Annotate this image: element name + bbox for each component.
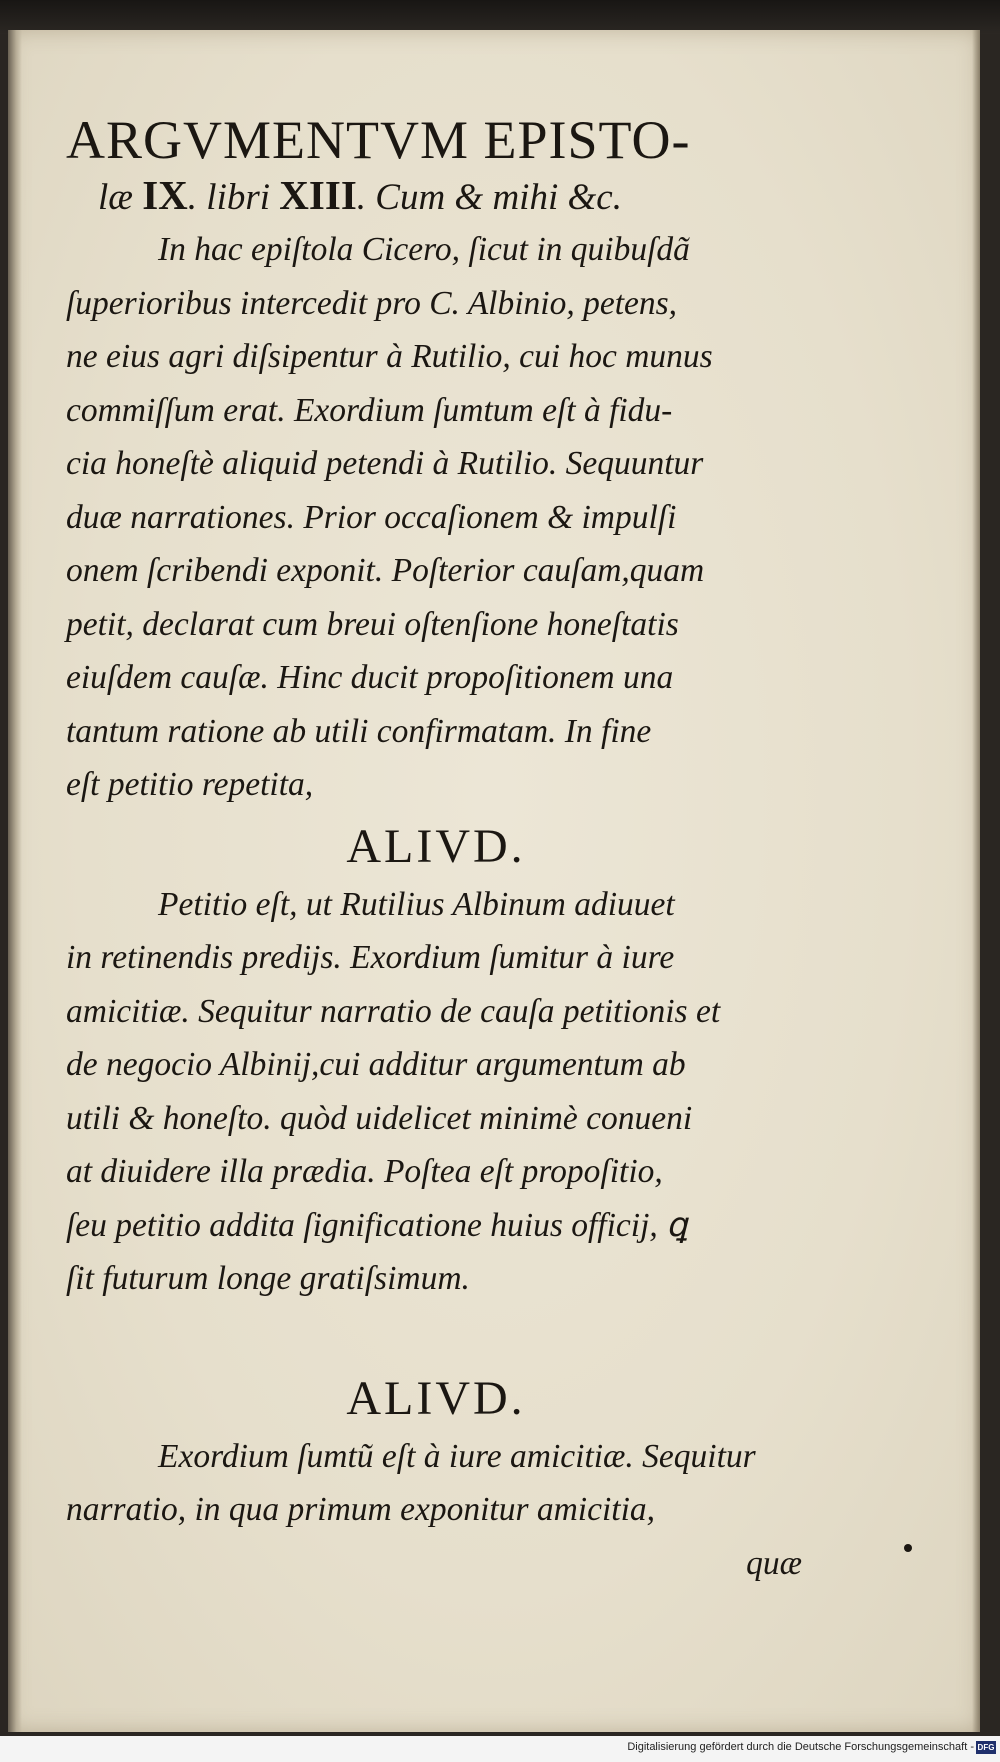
digitization-footer <box>0 1736 1000 1762</box>
paragraph-argument <box>66 223 806 812</box>
spacer <box>66 1306 806 1364</box>
footer-credit: Digitalisierung gefördert durch die Deutsche Forschungsgemeinschaft - <box>627 1741 974 1753</box>
text-line: onem ſcribendi exponit. Poſterior cauſam,quam <box>66 552 705 589</box>
text-line: ſeu petitio addita ſignificatione huius officij, ꝗ <box>66 1206 688 1244</box>
heading-line-1: ARGVMENTVM EPISTO- <box>66 110 691 170</box>
heading-line-2-pre: læ <box>98 177 143 218</box>
page-edge-shadow <box>972 30 980 1732</box>
book-page <box>8 30 980 1732</box>
paragraph-aliud-1 <box>66 878 806 1306</box>
text-line: ſuperioribus intercedit pro C. Albinio, petens, <box>66 284 678 322</box>
text-line: duæ narrationes. Prior occaſionem & impulſi <box>66 498 677 536</box>
heading-line-2-mid: . libri <box>187 177 280 218</box>
text-line: commiſſum erat. Exordium ſumtum eſt à fidu- <box>66 391 673 429</box>
text-line: narratio, in qua primum exponitur amicitia, <box>66 1491 656 1528</box>
scan-background <box>0 0 1000 34</box>
text-line: Petitio eſt, ut Rutilius Albinum adiuuet <box>158 885 675 923</box>
heading-numeral-epistle: IX <box>142 172 188 218</box>
text-line: ne eius agri diſsipentur à Rutilio, cui hoc munus <box>66 338 713 375</box>
catchword: quæ <box>746 1544 802 1582</box>
text-line: cia honeſtè aliquid petendi à Rutilio. Sequuntur <box>66 445 704 482</box>
text-line: eiuſdem cauſæ. Hinc ducit propoſitionem una <box>66 659 674 696</box>
text-line: ſit futurum longe gratiſsimum. <box>66 1260 470 1297</box>
page-binding-shadow <box>8 30 22 1732</box>
text-line: in retinendis predijs. Exordium ſumitur à iure <box>66 939 675 976</box>
text-line: amicitiæ. Sequitur narratio de cauſa petitionis et <box>66 992 721 1030</box>
heading-line-2-post: . Cum & mihi &c. <box>356 177 622 218</box>
ink-dot <box>904 1544 912 1552</box>
text-line: petit, declarat cum breui oſtenſione honeſtatis <box>66 605 679 643</box>
subheading-aliud-2: ALIVD. <box>346 1371 526 1425</box>
paragraph-aliud-2 <box>66 1430 806 1591</box>
page-text <box>66 110 806 1590</box>
dfg-logo: DFG <box>977 1743 995 1752</box>
text-line: eſt petitio repetita, <box>66 766 314 803</box>
text-line: In hac epiſtola Cicero, ſicut in quibuſdã <box>158 231 690 268</box>
text-line: Exordium ſumtũ eſt à iure amicitiæ. Sequitur <box>158 1437 756 1475</box>
text-line: utili & honeſto. quòd uidelicet minimè conueni <box>66 1099 693 1137</box>
text-line: tantum ratione ab utili confirmatam. In fine <box>66 712 652 750</box>
heading-numeral-book: XIII <box>279 172 357 218</box>
heading-line-2 <box>98 170 806 223</box>
text-line: de negocio Albinij,cui additur argumentum ab <box>66 1046 686 1083</box>
subheading-aliud-1: ALIVD. <box>346 819 526 873</box>
text-line: at diuidere illa prædia. Poſtea eſt propoſitio, <box>66 1153 663 1190</box>
